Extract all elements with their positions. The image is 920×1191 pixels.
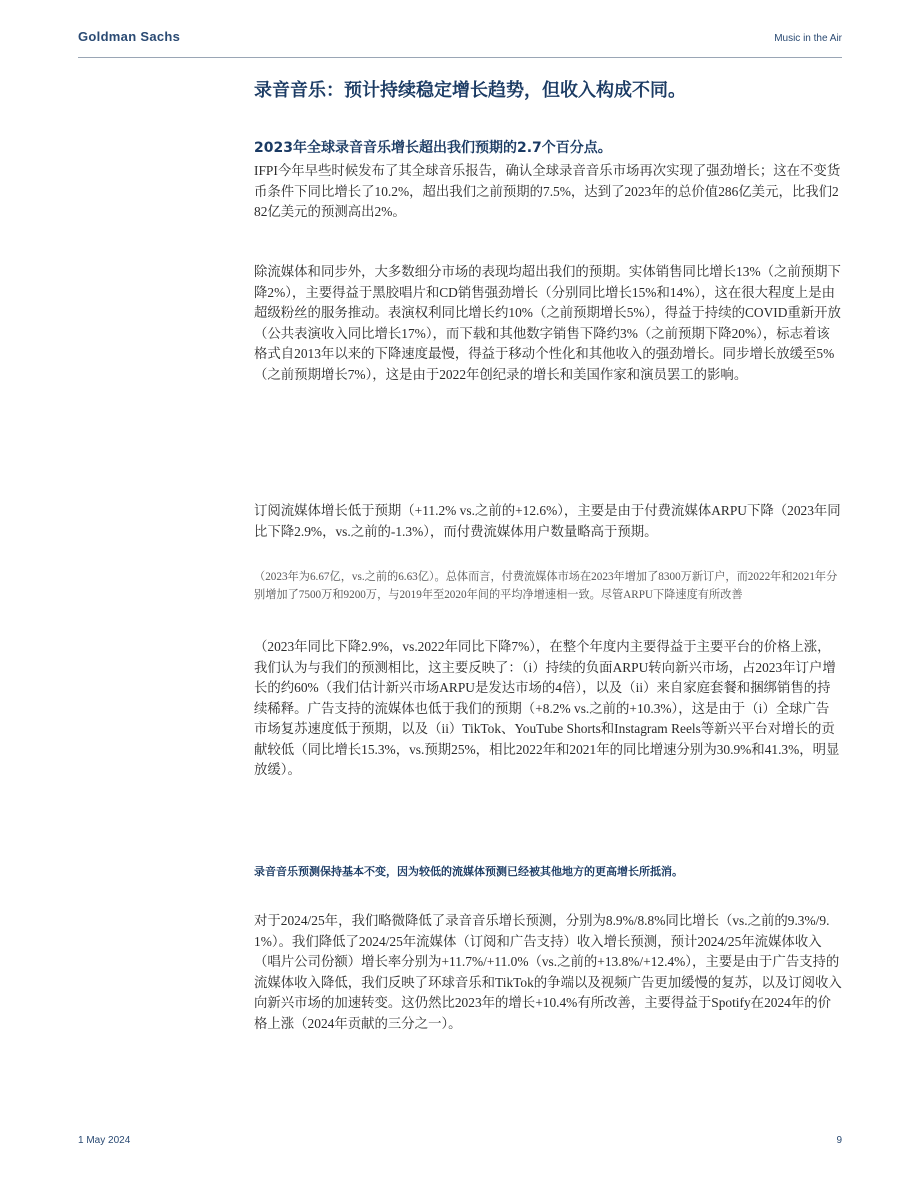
paragraph-ifpi-report: IFPI今年早些时候发布了其全球音乐报告，确认全球录音音乐市场再次实现了强劲增长；这在不变货币条件下同比增长了10.2%，超出我们之前预期的7.5%，达到了2023年的总价值286亿美元，比我们282亿美元的预测高出2%。	[254, 163, 841, 219]
paragraph-subscribers-note: （2023年为6.67亿，vs.之前的6.63亿）。总体而言，付费流媒体市场在2023年增加了8300万新订户，而2022年和2021年分别增加了7500万和9200万，与2019年至2020年间的平均净增速相一致。尽管ARPU下降速度有所改善	[254, 571, 838, 602]
report-title: Music in the Air	[774, 33, 842, 44]
subheading-forecast: 录音音乐预测保持基本不变，因为较低的流媒体预测已经被其他地方的更高增长所抵消。	[254, 865, 683, 878]
paragraph-subscription-streaming: 订阅流媒体增长低于预期（+11.2% vs.之前的+12.6%），主要是由于付费流媒体ARPU下降（2023年同比下降2.9%，vs.之前的-1.3%），而付费流媒体用户数量略高于预期。	[254, 503, 841, 539]
header-divider	[78, 57, 842, 58]
page-number: 9	[836, 1135, 842, 1146]
paragraph-segments: 除流媒体和同步外，大多数细分市场的表现均超出我们的预期。实体销售同比增长13%（之前预期下降2%），主要得益于黑胶唱片和CD销售强劲增长（分别同比增长15%和14%），这在很大程度上是由超级粉丝的服务推动。表演权利同比增长约10%（之前预期增长5%），得益于持续的COVID重新开放（公共表演收入同比增长17%），而下载和其他数字销售下降约3%（之前预期下降20%），标志着该格式自2013年以来的下降速度最慢，得益于移动个性化和其他收入的强劲增长。同步增长放缓至5%（之前预期增长7%），这是由于2022年创纪录的增长和美国作家和演员罢工的影响。	[254, 264, 841, 382]
paragraph-arpu: （2023年同比下降2.9%，vs.2022年同比下降7%），在整个年度内主要得益于主要平台的价格上涨，我们认为与我们的预测相比，这主要反映了：（i）持续的负面ARPU转向新兴市场，占2023年订户增长的约60%（我们估计新兴市场ARPU是发达市场的4倍），以及（ii）来自家庭套餐和捆绑销售的持续稀释。广告支持的流媒体也低于我们的预期（+8.2% vs.之前的+10.3%），这是由于（i）全球广告市场复苏速度低于预期，以及（ii）TikTok、YouTube Shorts和Instagram Reels等新兴平台对增长的贡献较低（同比增长15.3%，vs.预期25%，相比2022年和2021年的同比增速分别为30.9%和41.3%，明显放缓）。	[254, 639, 840, 777]
footer-date: 1 May 2024	[78, 1135, 131, 1146]
section-title: 录音音乐：预计持续稳定增长趋势，但收入构成不同。	[254, 80, 686, 101]
subheading-ifpi-growth: 2023年全球录音音乐增长超出我们预期的2.7个百分点。	[254, 140, 612, 156]
brand-name: Goldman Sachs	[78, 29, 181, 44]
paragraph-forecast: 对于2024/25年，我们略微降低了录音音乐增长预测，分别为8.9%/8.8%同比增长（vs.之前的9.3%/9.1%）。我们降低了2024/25年流媒体（订阅和广告支持）收入增长预测，预计2024/25年流媒体收入（唱片公司份额）增长率分别为+11.7%/+11.0%（vs.之前的+13.8%/+12.4%），主要是由于广告支持的流媒体收入降低，我们反映了环球音乐和TikTok的争端以及视频广告更加缓慢的复苏，以及订阅收入向新兴市场的加速转变。这仍然比2023年的增长+10.4%有所改善，主要得益于Spotify在2024年的价格上涨（2024年贡献的三分之一）。	[254, 913, 842, 1031]
